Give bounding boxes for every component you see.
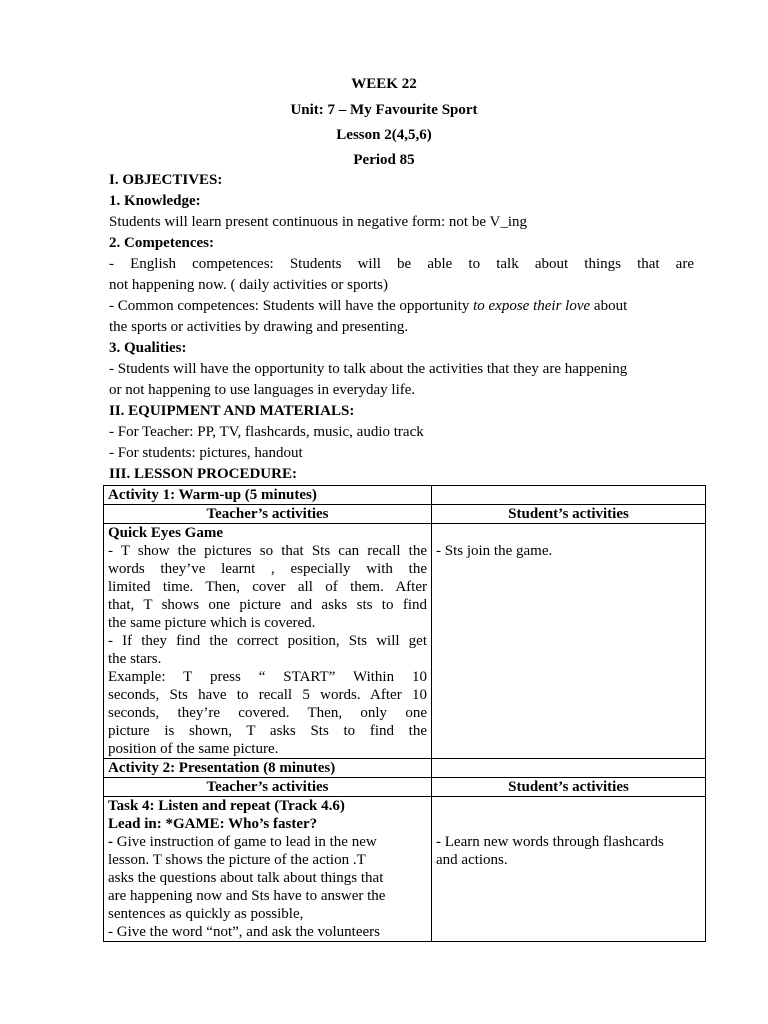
activity2-title-empty (432, 759, 706, 778)
list-item: are happening now and Sts have to answer the (108, 888, 386, 904)
activity2-student-line-1: - Learn new words through flashcards (436, 834, 664, 850)
qualities-heading: 3. Qualities: (109, 340, 187, 356)
activity1-title-row (104, 486, 706, 505)
list-item: the same picture which is covered. (108, 615, 316, 631)
instruction-text: Give instruction of game to lead in the new (116, 834, 377, 850)
teacher-activities-header: Teacher’s activities (104, 778, 432, 797)
activity2-student-cell (432, 797, 706, 942)
activity2-title-row (104, 759, 706, 778)
knowledge-text: Students will learn present continuous in negative form: not be V_ing (109, 214, 527, 230)
list-item: that, T shows one picture and asks sts to find (108, 597, 427, 613)
list-item: Example: T press “ START” Within 10 (108, 669, 427, 685)
student-activities-header: Student’s activities (432, 505, 706, 524)
activity1-title: Activity 1: Warm-up (5 minutes) (104, 486, 432, 505)
activity1-title-empty (432, 486, 706, 505)
list-item: position of the same picture. (108, 741, 279, 757)
english-competences-line-2: not happening now. ( daily activities or sports) (109, 277, 388, 293)
activity2-teacher-cell (104, 797, 432, 942)
list-item: words they’ve learnt , especially with the (108, 561, 427, 577)
equipment-heading: II. EQUIPMENT AND MATERIALS: (109, 403, 355, 419)
list-item: - If they find the correct position, Sts will get (108, 633, 427, 649)
activity1-header-row (104, 505, 706, 524)
list-item: - Give the word “not”, and ask the volunteers (108, 924, 380, 940)
unit-title: Unit: 7 – My Favourite Sport (290, 102, 478, 118)
qualities-line-2: or not happening to use languages in everyday life. (109, 382, 416, 398)
period-title: Period 85 (353, 152, 415, 168)
common-competences-text-a: - Common competences: Students will have the opportunity (109, 298, 474, 314)
lesson-title: Lesson 2(4,5,6) (336, 127, 432, 143)
activity1-student-text: - Sts join the game. (436, 543, 553, 559)
dash-marker: - (108, 834, 117, 850)
activity2-header-row (104, 778, 706, 797)
list-item (108, 833, 427, 851)
list-item: seconds, they’re covered. Then, only one (108, 705, 427, 721)
student-activities-header: Student’s activities (432, 778, 706, 797)
week-title: WEEK 22 (351, 76, 417, 92)
lead-in-title: Lead in: *GAME: Who’s faster? (108, 816, 318, 832)
quick-eyes-game-title: Quick Eyes Game (108, 525, 223, 541)
list-item: the stars. (108, 651, 162, 667)
list-item: seconds, Sts have to recall 5 words. After 10 (108, 687, 427, 703)
list-item: - T show the pictures so that Sts can recall the (108, 543, 427, 559)
knowledge-heading: 1. Knowledge: (109, 193, 201, 209)
activity2-content-row (104, 797, 706, 942)
equipment-teacher: - For Teacher: PP, TV, flashcards, music, audio track (109, 424, 424, 440)
lesson-procedure-table (103, 485, 706, 942)
task4-title: Task 4: Listen and repeat (Track 4.6) (108, 798, 345, 814)
competences-heading: 2. Competences: (109, 235, 214, 251)
common-competences-line-2: the sports or activities by drawing and presenting. (109, 319, 409, 335)
objectives-heading: I. OBJECTIVES: (109, 172, 223, 188)
english-competences-line-1: - English competences: Students will be able to talk about things that are (109, 256, 694, 272)
activity1-teacher-cell (104, 524, 432, 759)
qualities-line-1: - Students will have the opportunity to talk about the activities that they are happening (109, 361, 628, 377)
list-item: asks the questions about talk about things that (108, 870, 384, 886)
list-item: limited time. Then, cover all of them. After (108, 579, 427, 595)
teacher-activities-header: Teacher’s activities (104, 505, 432, 524)
common-competences-text-c: about (590, 298, 628, 314)
list-item: lesson. T shows the picture of the action .T (108, 852, 366, 868)
activity1-student-cell (432, 524, 706, 759)
procedure-heading: III. LESSON PROCEDURE: (109, 466, 297, 482)
activity1-content-row (104, 524, 706, 759)
common-competences-line-1 (109, 296, 694, 317)
activity2-title: Activity 2: Presentation (8 minutes) (104, 759, 432, 778)
common-competences-emphasis: to expose their love (473, 298, 591, 314)
list-item: picture is shown, T asks Sts to find the (108, 723, 427, 739)
list-item: sentences as quickly as possible, (108, 906, 304, 922)
equipment-students: - For students: pictures, handout (109, 445, 303, 461)
activity2-student-line-2: and actions. (436, 852, 508, 868)
